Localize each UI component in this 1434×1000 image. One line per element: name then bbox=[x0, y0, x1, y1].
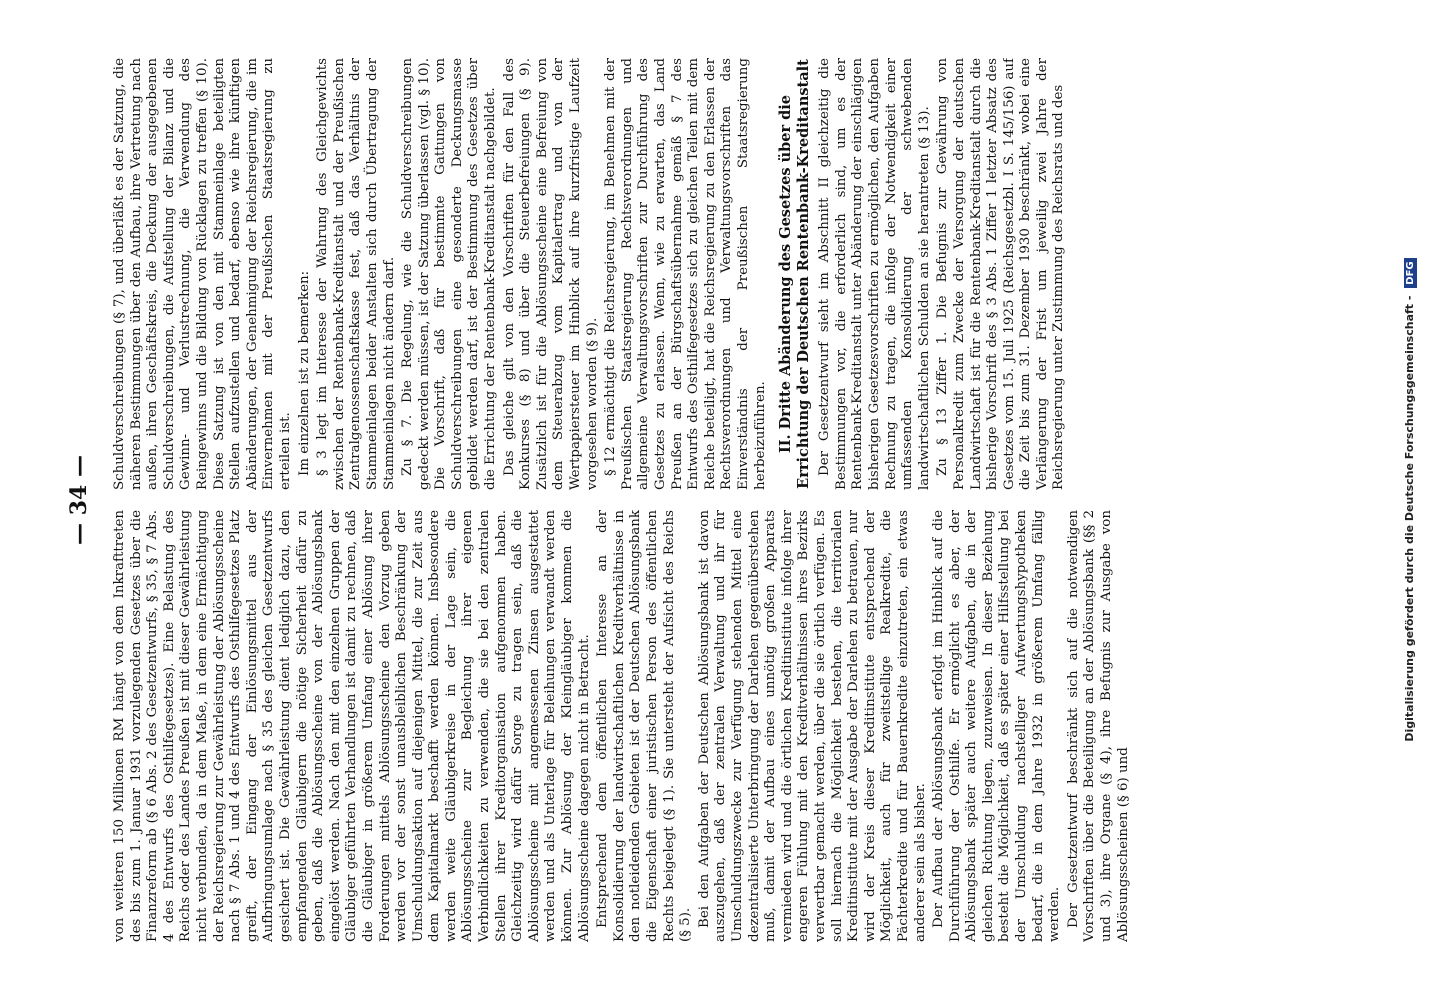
paragraph: Entsprechend dem öffentlichen Interesse an der Konsolidierung der landwirtschaftlichen Kreditverhältnisse in den notleidenden Gebieten ist der Deutschen Ablösungsbank die Eigenschaft einer juristischen Person des öffentlichen Rechts beigelegt (§ 1). Sie untersteht der Aufsicht des Reichs (§ 5). bbox=[595, 510, 694, 942]
right-column bbox=[112, 58, 1232, 490]
page-number: — 34 — bbox=[66, 455, 92, 545]
paragraph: Der Gesetzentwurf sieht im Abschnitt II gleichzeitig die Bestimmungen vor, die erforderlich sind, um es der Rentenbank-Kreditanstalt unter Abänderung der einschlägigen bisherigen Gesetzesvorschriften zu ermöglichen, den Aufgaben Rechnung zu tragen, die infolge der Notwendigkeit einer umfassenden Konsolidierung der schwebenden landwirtschaftlichen Schulden an sie herantreten (§ 13). bbox=[817, 58, 932, 490]
dfg-logo: DFG bbox=[1404, 258, 1417, 287]
paragraph: Der Gesetzentwurf beschränkt sich auf die notwendigen Vorschriften über die Beteiligung an der Ablösungsbank (§§ 2 und 3), ihre Organe (§ 4), ihre Befugnis zur Ausgabe von Ablösungsscheinen (§ 6) und bbox=[1065, 510, 1131, 942]
paragraph: Das gleiche gilt von den Vorschriften für den Fall des Konkurses (§ 8) und über die Steuerbefreiungen (§ 9). Zusätzlich ist für die Ablösungsscheine eine Befreiung von dem Steuerabzug vom Kapitalertrag und von der Wertpapiersteuer im Hinblick auf ihre kurzfristige Laufzeit vorgesehen worden (§ 9). bbox=[501, 58, 600, 490]
paragraph: Der Aufbau der Ablösungsbank erfolgt im Hinblick auf die Durchführung der Osthilfe. Er ermöglicht es aber, der Ablösungsbank später auch weitere Aufgaben, die in der gleichen Richtung liegen, zuzuweisen. In dieser Beziehung besteht die Möglichkeit, daß es später einer Hilfsstellung bei der Umschuldung nachstelliger Aufwertungshypotheken bedarf, die in dem Jahre 1932 in größerem Umfang fällig werden. bbox=[931, 510, 1063, 942]
paragraph: Zu § 13 Ziffer 1. Die Befugnis zur Gewährung von Personalkredit zum Zwecke der Versorgung der deutschen Landwirtschaft ist für die Rentenbank-Kreditanstalt durch die bisherige Vorschrift des § 3 Abs. 1 Ziffer 1 letzter Absatz des Gesetzes vom 15. Juli 1925 (Reichsgesetzbl. I S. 145/156) auf die Zeit bis zum 31. Dezember 1930 beschränkt, wobei eine Verlängerung der Frist um jeweilig zwei Jahre der Reichsregierung unter Zustimmung des Reichsrats und des bbox=[935, 58, 1067, 490]
left-column bbox=[112, 510, 1232, 942]
section-heading: II. Dritte Abänderung des Gesetzes über die Errichtung der Deutschen Rentenbank-Kreditanstalt bbox=[777, 59, 813, 489]
paragraph: von weiteren 150 Millionen RM hängt von dem Inkrafttreten des bis zum 1. Januar 1931 vorzulegenden Gesetzes über die Finanzreform ab (§ 6 Abs. 2 des Gesetzentwurfs, § 35, § 7 Abs. 4 des Entwurfs des Osthilfegesetzes). Eine Belastung des Reichs oder des Landes Preußen ist mit dieser Gewährleistung nicht verbunden, da in dem Maße, in dem eine Ermächtigung der Reichsregierung zur Gewährleistung der Ablösungsscheine nach § 7 Abs. 1 und 4 des Entwurfs des Osthilfegesetzes Platz greift, der Eingang der Einlösungsmittel aus der Aufbringungsumlage nach § 35 des gleichen Gesetzentwurfs gesichert ist. Die Gewährleistung dient lediglich dazu, den empfangenden Gläubigern die nötige Sicherheit dafür zu geben, daß die Ablösungsscheine von der Ablösungsbank eingelöst werden. Nach den mit den einzelnen Gruppen der Gläubiger geführten Verhandlungen ist damit zu rechnen, daß die Gläubiger in größerem Umfang einer Ablösung ihrer Forderungen mittels Ablösungsscheine den Vorzug geben werden vor der sonst unausbleiblichen Beschränkung der Umschuldungsaktion auf diejenigen Mittel, die zur Zeit aus dem Kapitalmarkt beschafft werden können. Insbesondere werden weite Gläubigerkreise in der Lage sein, die Ablösungsscheine zur Begleichung ihrer eigenen Verbindlichkeiten zu verwenden, die sie bei den zentralen Stellen ihrer Kreditorganisation aufgenommen haben. Gleichzeitig wird dafür Sorge zu tragen sein, daß die Ablösungsscheine mit angemessenen Zinsen ausgestattet werden und als Unterlage für Beleihungen verwandt werden können. Zur Ablösung der Kleingläubiger kommen die Ablösungsscheine dagegen nicht in Betracht. bbox=[112, 510, 592, 942]
paragraph: § 3 legt im Interesse der Wahrung des Gleichgewichts zwischen der Rentenbank-Kreditanstalt und der Preußischen Zentralgenossenschaftskasse fest, daß das Verhältnis der Stammeinlagen beider Anstalten sich durch Übertragung der Stammeinlagen nicht ändern darf. bbox=[315, 58, 397, 490]
paragraph: Im einzelnen ist zu bemerken: bbox=[296, 270, 312, 476]
paragraph: Zu § 7. Die Regelung, wie die Schuldverschreibungen gedeckt werden müssen, ist der Satzung überlassen (vgl. § 10). Die Vorschrift, daß für bestimmte Gattungen von Schuldverschreibungen eine gesonderte Deckungsmasse gebildet werden darf, ist der Bestimmung des Gesetzes über die Errichtung der Rentenbank-Kreditanstalt nachgebildet. bbox=[400, 58, 499, 490]
paragraph: § 12 ermächtigt die Reichsregierung, im Benehmen mit der Preußischen Staatsregierung Rechtsverordnungen und allgemeine Verwaltungsvorschriften zur Durchführung des Gesetzes zu erlassen. Wenn, wie zu erwarten, das Land Preußen an der Bürgschaftsübernahme gemäß § 7 des Entwurfs des Osthilfegesetzes sich zu gleichen Teilen mit dem Reiche beteiligt, hat die Reichsregierung zu den Erlassen der Rechtsverordnungen und Verwaltungsvorschriften das Einverständnis der Preußischen Staatsregierung herbeizuführen. bbox=[603, 58, 768, 490]
credit-text: Digitalisierung gefördert durch die Deutsche Forschungsgemeinschaft - bbox=[1403, 295, 1416, 742]
digitization-credit bbox=[1403, 0, 1417, 1000]
paragraph: Bei den Aufgaben der Deutschen Ablösungsbank ist davon auszugehen, daß der zentralen Verwaltung und ihr für Umschuldungszwecke zur Verfügung stehenden Mittel eine dezentralisierte Unterbringung der Darlehen gegenüberstehen muß, damit der Aufbau eines unnötig großen Apparats vermieden wird und die örtlichen Kreditinstitute infolge ihrer engeren Fühlung mit den Kreditverhältnissen ihres Bezirks verwertbar gemacht werden, über die sie örtlich verfügen. Es soll hiernach die Möglichkeit bestehen, die territorialen Kreditinstitute mit der Ausgabe der Darlehen zu betrauen, nur wird der Kreis dieser Kreditinstitute entsprechend der Möglichkeit, auch für zweitstellige Realkredite, die Pächterkredite und für Bauernkredite einzutreten, ein etwas anderer sein als bisher. bbox=[696, 510, 928, 942]
paragraph: Schuldverschreibungen (§ 7), und überläßt es der Satzung, die näheren Bestimmungen über den Aufbau, ihre Vertretung nach außen, ihren Geschäftskreis, die Deckung der ausgegebenen Schuldverschreibungen, die Aufstellung der Bilanz und die Gewinn- und Verlustrechnung, die Verwendung des Reingewinns und die Bildung von Rücklagen zu treffen (§ 10). Diese Satzung ist von den mit Stammeinlage beteiligten Stellen aufzustellen und bedarf, ebenso wie ihre künftigen Abänderungen, der Genehmigung der Reichsregierung, die im Einvernehmen mit der Preußischen Staatsregierung zu erteilen ist. bbox=[112, 58, 293, 490]
rotated-document-page bbox=[60, 50, 1240, 950]
